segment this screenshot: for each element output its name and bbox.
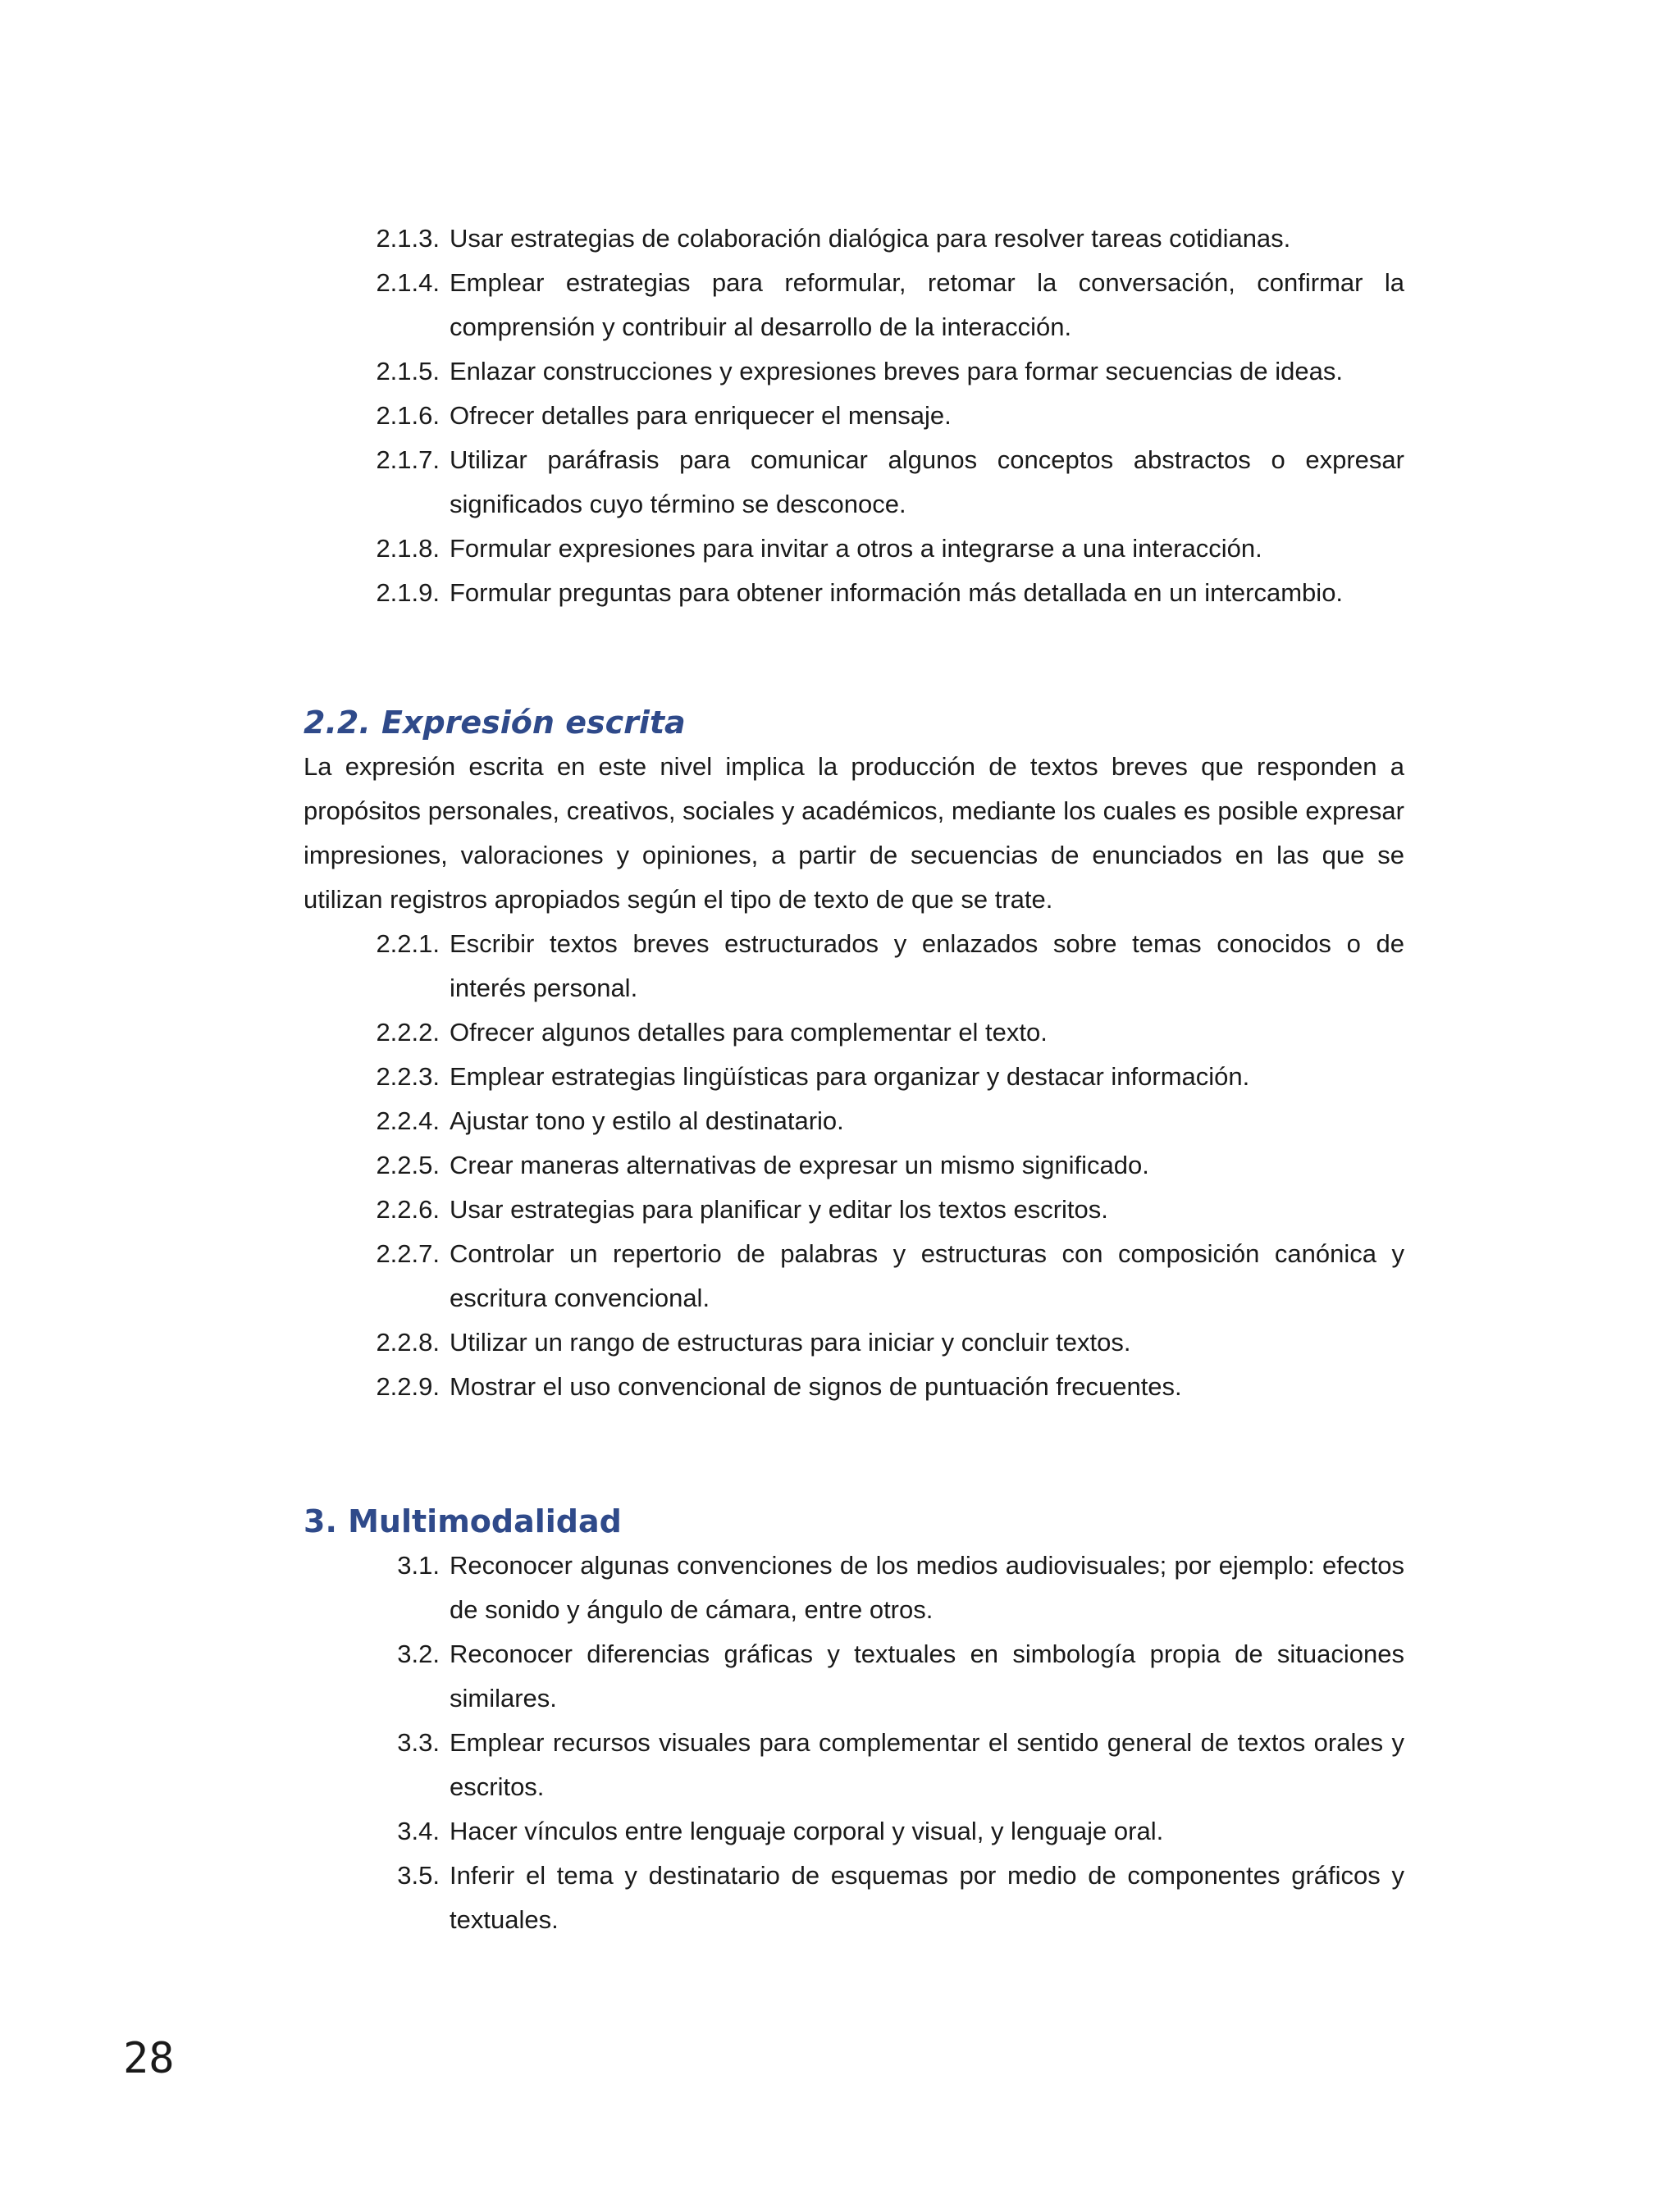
item-number: 2.1.8.: [376, 534, 440, 563]
item-text: Reconocer algunas convenciones de los medios audiovisuales; por ejemplo: efectos de sonido y ángulo de cámara, entre otros.: [450, 1551, 1404, 1624]
item-text: Ajustar tono y estilo al destinatario.: [450, 1106, 844, 1135]
item-text: Utilizar paráfrasis para comunicar algunos conceptos abstractos o expresar significados cuyo término se desconoce.: [450, 445, 1404, 518]
section-3: [304, 1499, 1404, 1942]
item-number: 2.2.4.: [376, 1106, 440, 1135]
section-2-2: [304, 700, 1404, 1409]
item-number: 2.2.2.: [376, 1018, 440, 1047]
list-item: [304, 394, 1404, 438]
list-item: [304, 1365, 1404, 1409]
list-item: [304, 217, 1404, 261]
list-item: [304, 1721, 1404, 1809]
list-item: [304, 1010, 1404, 1055]
list-item: [304, 349, 1404, 394]
item-text: Formular expresiones para invitar a otros a integrarse a una interacción.: [450, 534, 1262, 563]
list-item: [304, 571, 1404, 615]
item-number: 2.1.9.: [376, 578, 440, 607]
list-item: [304, 1809, 1404, 1854]
section-intro: La expresión escrita en este nivel implica la producción de textos breves que responden a propósitos personales, creativos, sociales y académicos, mediante los cuales es posible expresar impresiones, valoraciones y opiniones, a partir de secuencias de enunciados en las que se utilizan registros apropiados según el tipo de texto de que se trate.: [304, 752, 1404, 914]
item-text: Controlar un repertorio de palabras y estructuras con composición canónica y escritura convencional.: [450, 1239, 1404, 1312]
item-text: Ofrecer algunos detalles para complementar el texto.: [450, 1018, 1048, 1047]
item-number: 3.2.: [397, 1640, 440, 1668]
item-number: 2.1.3.: [376, 224, 440, 253]
item-text: Escribir textos breves estructurados y enlazados sobre temas conocidos o de interés personal.: [450, 929, 1404, 1002]
item-number: 2.2.9.: [376, 1372, 440, 1401]
item-number: 3.5.: [397, 1861, 440, 1890]
item-text: Hacer vínculos entre lenguaje corporal y visual, y lenguaje oral.: [450, 1817, 1164, 1845]
item-number: 2.2.6.: [376, 1195, 440, 1224]
item-text: Mostrar el uso convencional de signos de puntuación frecuentes.: [450, 1372, 1182, 1401]
list-item: [304, 922, 1404, 1010]
item-text: Utilizar un rango de estructuras para iniciar y concluir textos.: [450, 1328, 1131, 1357]
item-text: Reconocer diferencias gráficas y textuales en simbología propia de situaciones similares.: [450, 1640, 1404, 1713]
item-text: Usar estrategias para planificar y editar los textos escritos.: [450, 1195, 1108, 1224]
list-item: [304, 1632, 1404, 1721]
item-number: 2.1.6.: [376, 401, 440, 430]
list-item: [304, 1055, 1404, 1099]
item-text: Emplear recursos visuales para complementar el sentido general de textos orales y escritos.: [450, 1728, 1404, 1801]
list-item: [304, 1143, 1404, 1188]
item-number: 3.1.: [397, 1551, 440, 1580]
list-item: [304, 1232, 1404, 1320]
list-item: [304, 1099, 1404, 1143]
item-text: Enlazar construcciones y expresiones breves para formar secuencias de ideas.: [450, 357, 1343, 385]
item-number: 2.2.1.: [376, 929, 440, 958]
item-text: Formular preguntas para obtener información más detallada en un intercambio.: [450, 578, 1344, 607]
section-heading: 3. Multimodalidad: [304, 1503, 622, 1539]
item-number: 2.1.5.: [376, 357, 440, 385]
item-text: Ofrecer detalles para enriquecer el mensaje.: [450, 401, 952, 430]
item-text: Usar estrategias de colaboración dialógica para resolver tareas cotidianas.: [450, 224, 1291, 253]
item-number: 2.2.5.: [376, 1151, 440, 1179]
item-number: 2.2.8.: [376, 1328, 440, 1357]
item-number: 2.1.7.: [376, 445, 440, 474]
list-item: [304, 438, 1404, 527]
list-item: [304, 527, 1404, 571]
list-item: [304, 1320, 1404, 1365]
list-item: [304, 1854, 1404, 1942]
page-number: 28: [123, 2034, 175, 2083]
item-number: 3.3.: [397, 1728, 440, 1757]
item-text: Crear maneras alternativas de expresar un mismo significado.: [450, 1151, 1149, 1179]
item-number: 3.4.: [397, 1817, 440, 1845]
item-text: Emplear estrategias lingüísticas para organizar y destacar información.: [450, 1062, 1250, 1091]
section-2-1-list: [304, 217, 1404, 615]
item-number: 2.2.7.: [376, 1239, 440, 1268]
section-heading: 2.2. Expresión escrita: [304, 705, 686, 741]
item-text: Emplear estrategias para reformular, retomar la conversación, confirmar la comprensión y contribuir al desarrollo de la interacción.: [450, 268, 1404, 341]
item-number: 2.1.4.: [376, 268, 440, 297]
item-number: 2.2.3.: [376, 1062, 440, 1091]
list-item: [304, 1188, 1404, 1232]
list-item: [304, 1544, 1404, 1632]
list-item: [304, 261, 1404, 349]
item-text: Inferir el tema y destinatario de esquemas por medio de componentes gráficos y textuales.: [450, 1861, 1404, 1934]
